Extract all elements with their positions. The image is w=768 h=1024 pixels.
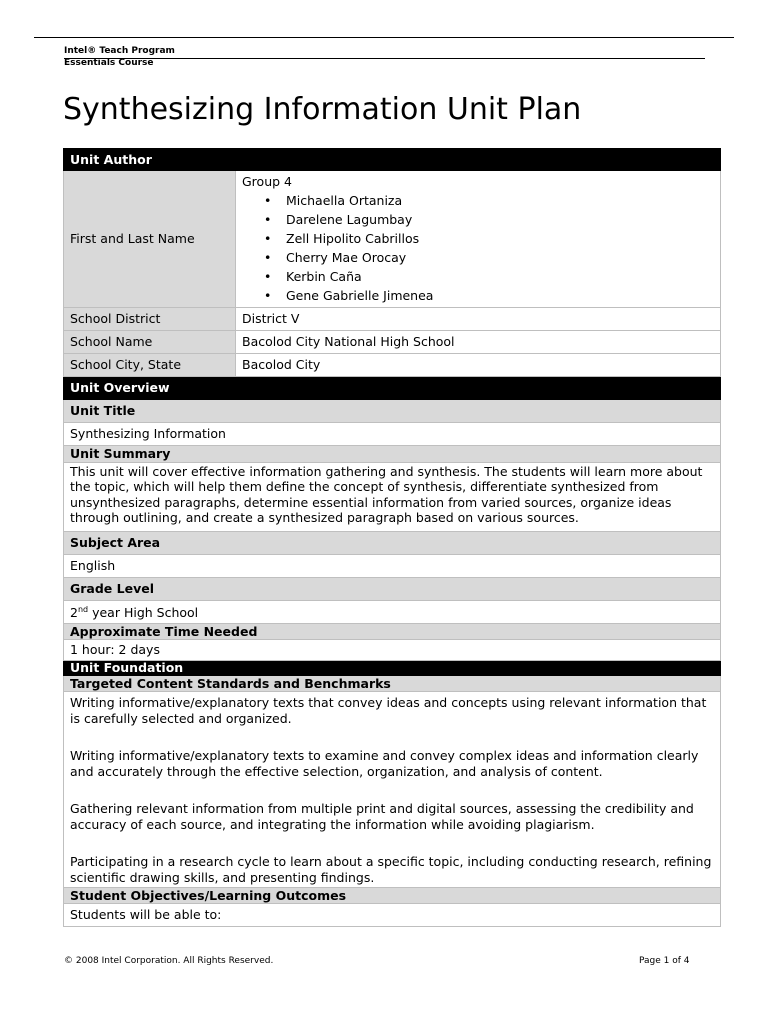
- grade-number: 2: [70, 605, 78, 621]
- city-value: Bacolod City: [236, 354, 721, 377]
- objectives-label-row: [64, 888, 721, 904]
- list-item: • Darelene Lagumbay: [286, 210, 714, 229]
- footer-page-number: Page 1 of 4: [639, 956, 690, 966]
- grade-text: year High School: [88, 605, 199, 621]
- standards-label-row: [64, 676, 721, 692]
- grade-value-row: [64, 600, 721, 623]
- list-item: • Zell Hipolito Cabrillos: [286, 229, 714, 248]
- unit-summary-label-row: [64, 446, 721, 463]
- program-name: Intel® Teach Program: [64, 46, 175, 56]
- school-label: School Name: [64, 331, 236, 354]
- subject-label-row: [64, 531, 721, 554]
- unit-title-value-row: [64, 423, 721, 446]
- unit-title-label-row: [64, 400, 721, 423]
- city-row: [64, 354, 721, 377]
- list-item: • Gene Gabrielle Jimenea: [286, 286, 714, 305]
- unit-summary-value-row: [64, 462, 721, 531]
- time-label-row: [64, 623, 721, 640]
- unit-title-label: Unit Title: [64, 400, 721, 423]
- city-label: School City, State: [64, 354, 236, 377]
- member-list: [242, 191, 714, 305]
- list-item: • Michaella Ortaniza: [286, 191, 714, 210]
- footer-copyright: © 2008 Intel Corporation. All Rights Reserved.: [64, 956, 274, 966]
- page-header: [64, 45, 175, 69]
- unit-title-value: Synthesizing Information: [64, 423, 721, 446]
- time-value: 1 hour: 2 days: [64, 640, 721, 661]
- list-item: • Kerbin Caña: [286, 267, 714, 286]
- author-names-cell: [236, 171, 721, 308]
- school-row: [64, 331, 721, 354]
- standard-paragraph: Participating in a research cycle to learn about a specific topic, including conducting research, refining scientific drawing skills, and presenting findings.: [70, 854, 712, 885]
- section-heading: Unit Overview: [64, 377, 721, 400]
- standards-label: Targeted Content Standards and Benchmarks: [64, 676, 721, 692]
- district-row: [64, 308, 721, 331]
- unit-summary-text: This unit will cover effective information gathering and synthesis. The students will learn more about the topic, which will help them define the concept of synthesis, differentiate synthesized from unsynthesized paragraphs, determine essential information from varied sources, organize ideas through outlining, and create a synthesized paragraph based on various sources.: [64, 462, 721, 531]
- section-heading: Unit Author: [64, 149, 721, 171]
- subject-value: English: [64, 554, 721, 577]
- grade-suffix: nd: [77, 605, 89, 615]
- section-header-unit-overview: [64, 377, 721, 400]
- standard-paragraph: Writing informative/explanatory texts that convey ideas and concepts using relevant information that is carefully selected and organized.: [70, 695, 707, 726]
- section-header-unit-author: [64, 149, 721, 171]
- group-name: Group 4: [242, 174, 292, 189]
- section-header-unit-foundation: [64, 661, 721, 676]
- header-rule: [64, 58, 705, 59]
- course-name: Essentials Course: [64, 58, 154, 68]
- page-title: Synthesizing Information Unit Plan: [63, 92, 582, 127]
- list-item: • Cherry Mae Orocay: [286, 248, 714, 267]
- section-heading: Unit Foundation: [64, 661, 721, 676]
- unit-summary-label: Unit Summary: [64, 446, 721, 463]
- subject-value-row: [64, 554, 721, 577]
- grade-label: Grade Level: [64, 577, 721, 600]
- district-value: District V: [236, 308, 721, 331]
- standard-paragraph: Gathering relevant information from multiple print and digital sources, assessing the credibility and accuracy of each source, and integrating the information while avoiding plagiarism.: [70, 801, 694, 832]
- unit-plan-table: [63, 148, 721, 927]
- standards-value-row: [64, 692, 721, 888]
- time-label: Approximate Time Needed: [64, 623, 721, 640]
- objectives-intro: Students will be able to:: [64, 904, 721, 927]
- school-value: Bacolod City National High School: [236, 331, 721, 354]
- grade-label-row: [64, 577, 721, 600]
- time-value-row: [64, 640, 721, 661]
- subject-label: Subject Area: [64, 531, 721, 554]
- objectives-label: Student Objectives/Learning Outcomes: [64, 888, 721, 904]
- author-names-row: [64, 171, 721, 308]
- district-label: School District: [64, 308, 236, 331]
- standard-paragraph: Writing informative/explanatory texts to examine and convey complex ideas and information clearly and accurately through the effective selection, organization, and analysis of content.: [70, 748, 699, 779]
- objectives-value-row: [64, 904, 721, 927]
- standards-cell: [64, 692, 721, 888]
- name-label: First and Last Name: [64, 171, 236, 308]
- grade-value: [64, 600, 721, 623]
- top-rule: [34, 37, 734, 38]
